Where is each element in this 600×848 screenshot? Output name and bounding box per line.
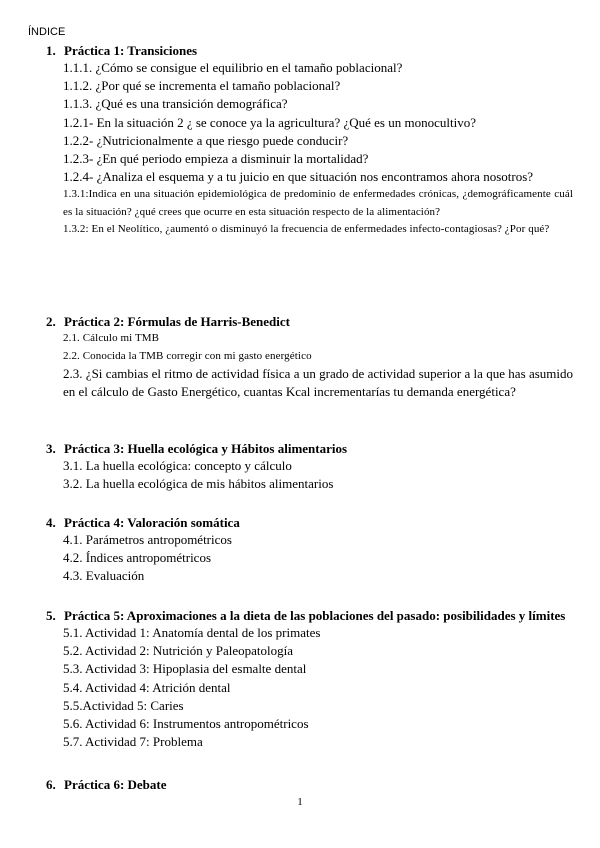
list-item: 5.4. Actividad 4: Atrición dental [63,679,231,695]
list-item: 1.2.2- ¿Nutricionalmente a que riesgo puede conducir? [63,132,349,148]
list-item: 4.3. Evaluación [63,568,145,584]
list-item: 3.1. La huella ecológica: concepto y cálculo [63,458,292,473]
list-item: 5.5.Actividad 5: Caries [63,697,184,713]
section-1 [0,42,600,239]
section-heading [0,42,572,59]
list-item: 1.1.2. ¿Por qué se incrementa el tamaño poblacional? [63,78,341,94]
list-item: 1.2.1- En la situación 2 ¿ se conoce ya la agricultura? ¿Qué es un monocultivo? [63,114,476,130]
section-title: Práctica 5: Aproximaciones a la dieta de las poblaciones del pasado: posibilidades y límites [64,608,566,623]
section-number: 2. [46,314,56,329]
list-item: 5.2. Actividad 2: Nutrición y Paleopatología [63,643,293,659]
section-5 [0,607,600,751]
list-item: 1.2.3- ¿En qué periodo empieza a disminuir la mortalidad? [63,151,369,167]
section-items [63,59,573,239]
list-item: 5.7. Actividad 7: Problema [63,734,203,750]
section-heading [0,607,572,624]
section-2 [0,313,600,401]
list-item: 1.3.1:Indica en una situación epidemiológica de predominio de enfermedades crónicas, ¿demográficamente cuál es la situación? ¿qué crees que ocurre en esta situación respecto de la alimentación? [63,188,573,218]
page-number: 1 [297,796,303,808]
list-item: 2.1. Cálculo mi TMB [63,332,160,344]
list-item: 4.2. Índices antropométricos [63,550,212,566]
section-heading [0,440,572,457]
section-title: Práctica 1: Transiciones [64,43,198,58]
index-title: ÍNDICE [28,26,66,38]
section-number: 1. [46,43,56,58]
section-title: Práctica 4: Valoración somática [64,515,240,530]
list-item: 1.3.2: En el Neolítico, ¿aumentó o disminuyó la frecuencia de enfermedades infecto-contagiosas? ¿Por qué? [63,223,550,236]
list-item: 2.2. Conocida la TMB corregir con mi gasto energético [63,349,312,362]
list-item: 1.2.4- ¿Analiza el esquema y a tu juicio en que situación nos encontramos ahora nosotros? [63,169,534,185]
list-item: 4.1. Parámetros antropométricos [63,532,232,547]
list-item: 5.1. Actividad 1: Anatomía dental de los primates [63,625,321,640]
section-number: 3. [46,441,56,456]
section-4 [0,514,600,586]
section-items [63,457,573,493]
section-title: Práctica 3: Huella ecológica y Hábitos alimentarios [64,441,348,456]
section-3 [0,440,600,493]
section-heading [0,313,572,330]
list-item: 5.3. Actividad 3: Hipoplasia del esmalte dental [63,661,307,677]
list-item: 5.6. Actividad 6: Instrumentos antropométricos [63,716,309,732]
section-number: 4. [46,515,56,530]
section-number: 5. [46,608,56,623]
section-heading [0,776,572,793]
section-title: Práctica 2: Fórmulas de Harris-Benedict [64,314,290,329]
section-items [63,330,573,401]
section-items [63,531,573,586]
section-title: Práctica 6: Debate [64,777,167,792]
section-items [63,624,573,751]
section-number: 6. [46,777,56,792]
list-item: 2.3. ¿Si cambias el ritmo de actividad física a un grado de actividad superior a la que has asumido en el cálculo de Gasto Energético, cuantas Kcal incrementarías tu demanda energética? [63,366,573,400]
list-item: 1.1.3. ¿Qué es una transición demográfica? [63,96,288,112]
list-item: 3.2. La huella ecológica de mis hábitos alimentarios [63,476,334,492]
list-item: 1.1.1. ¿Cómo se consigue el equilibrio en el tamaño poblacional? [63,60,403,75]
section-heading [0,514,572,531]
section-6 [0,776,600,793]
